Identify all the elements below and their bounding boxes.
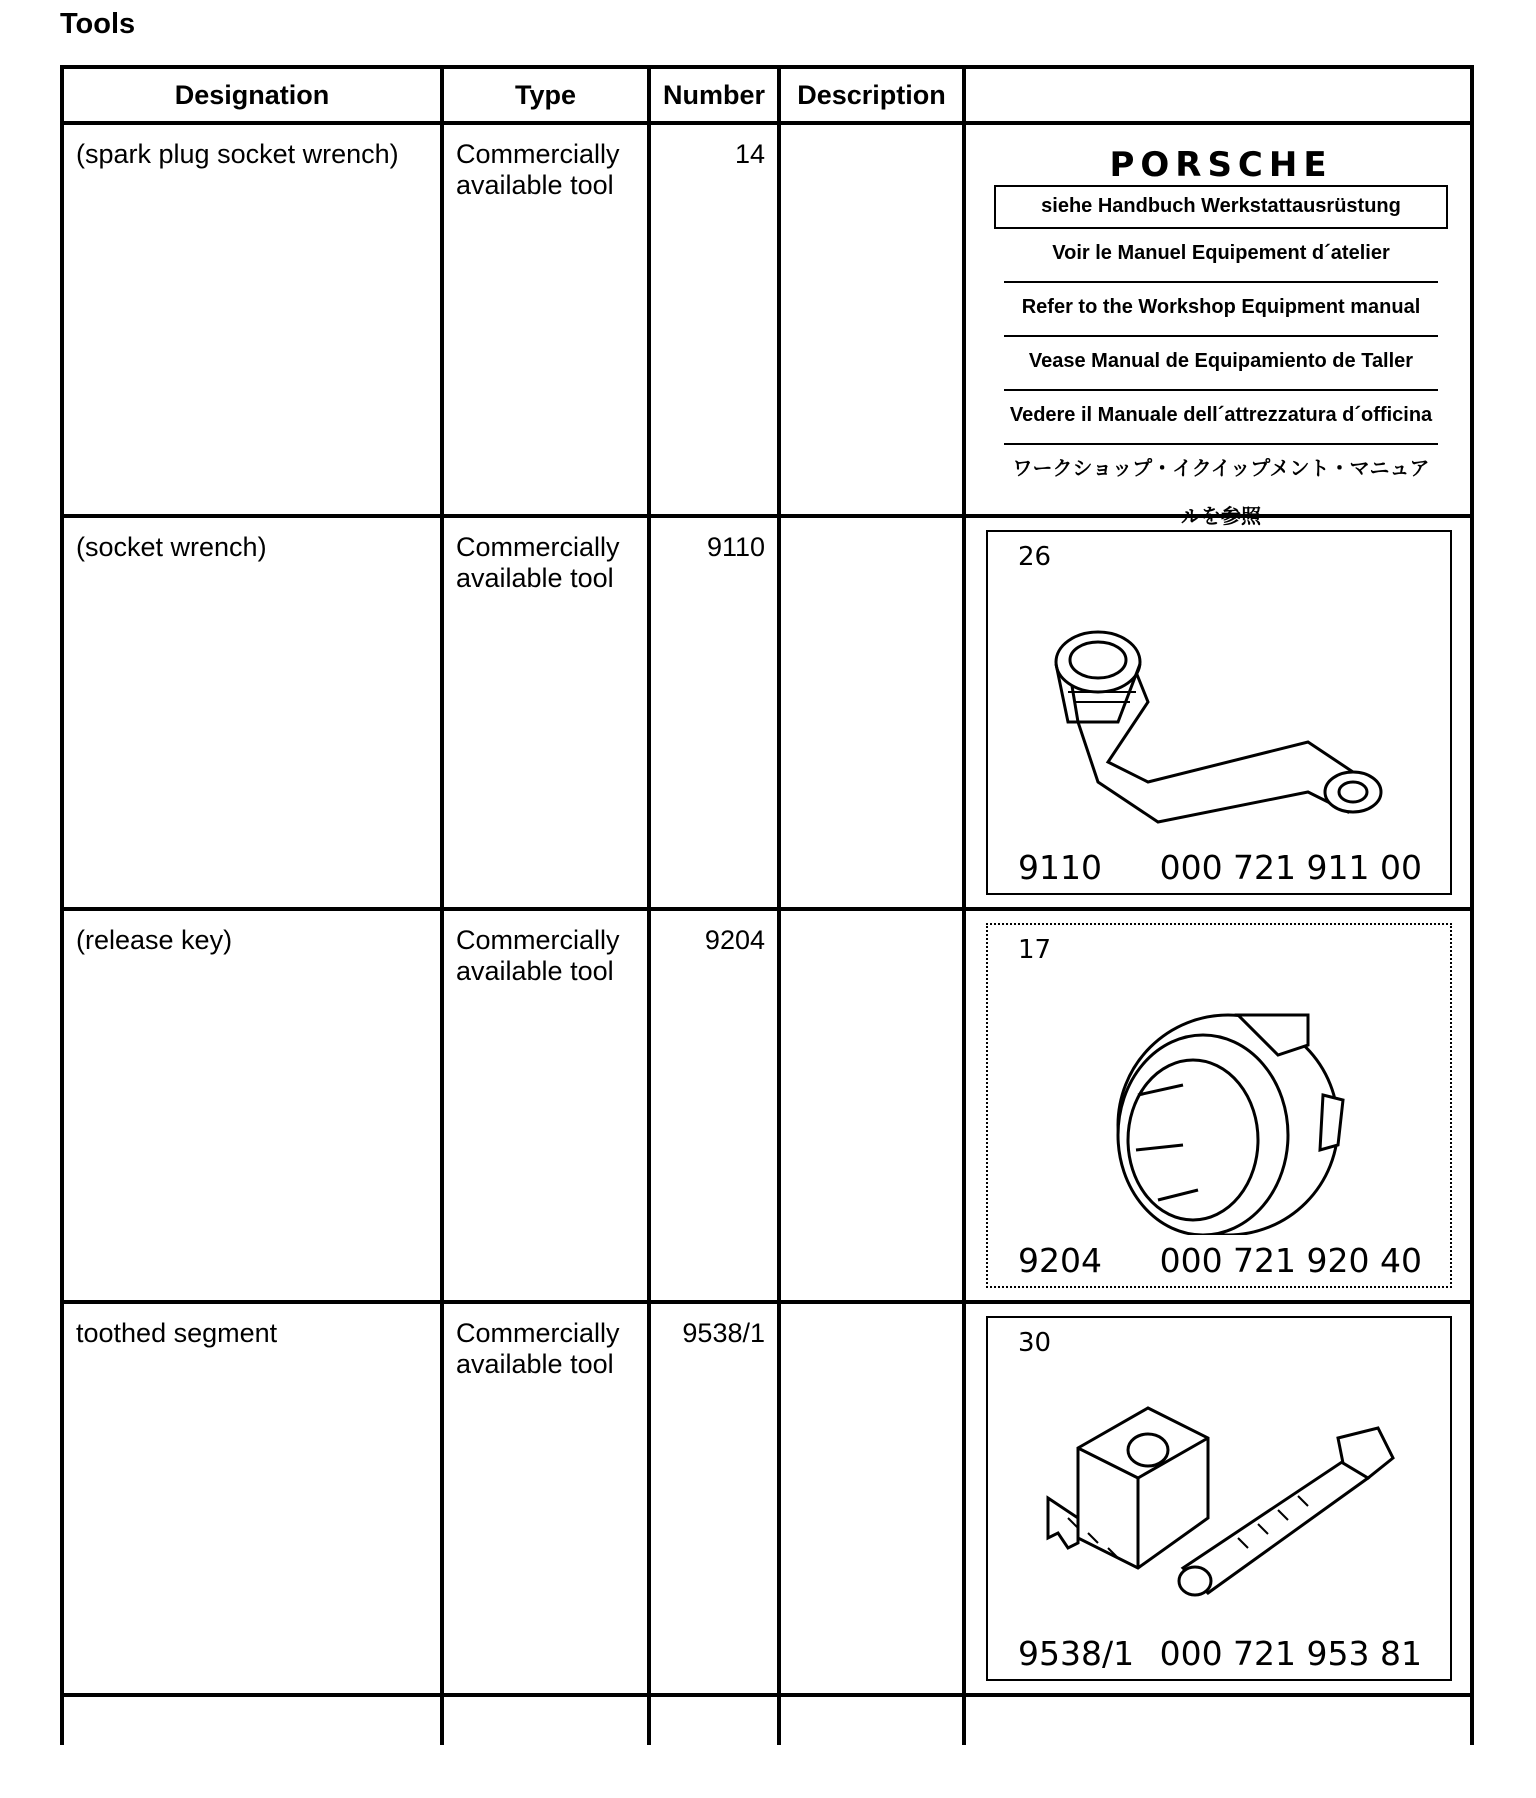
socket-wrench-drawing-icon: [1008, 582, 1428, 842]
table-row: [62, 123, 1472, 516]
designation-cell: toothed segment: [76, 1318, 278, 1348]
table-row: [62, 516, 1472, 909]
release-key-drawing-icon: [1008, 975, 1428, 1235]
type-line-1: Commercially: [456, 139, 620, 169]
workshop-manual-reference: [994, 145, 1448, 528]
type-line-2: available tool: [456, 563, 614, 593]
reference-line-it: Vedere il Manuale dell´attrezzatura d´officina: [1004, 391, 1438, 445]
table-row: [62, 909, 1472, 1302]
empty-cell: [779, 1695, 964, 1745]
figure-caption: [1018, 1634, 1422, 1673]
empty-cell: [649, 1695, 779, 1745]
type-line-1: Commercially: [456, 532, 620, 562]
tools-table: [60, 65, 1470, 1745]
tool-number-label: 9110: [1018, 848, 1102, 887]
part-number-label: 000 721 920 40: [1159, 1241, 1422, 1280]
description-cell: [781, 1304, 962, 1318]
reference-line-ja: ワークショップ・イクイップメント・マニュアルを参照: [1012, 458, 1430, 528]
header-image: [964, 67, 1472, 123]
designation-cell: (socket wrench): [76, 532, 267, 562]
tool-figure-frame: [986, 923, 1452, 1288]
part-number-label: 000 721 911 00: [1159, 848, 1422, 887]
empty-cell: [964, 1695, 1472, 1745]
header-number: Number: [649, 67, 779, 123]
table-header-row: [62, 67, 1472, 123]
type-line-2: available tool: [456, 956, 614, 986]
type-line-2: available tool: [456, 170, 614, 200]
reference-line-de: siehe Handbuch Werkstattausrüstung: [994, 185, 1448, 229]
type-cell: [444, 1304, 647, 1380]
description-cell: [781, 518, 962, 532]
figure-caption: [1018, 1241, 1422, 1280]
figure-number: 26: [1018, 542, 1052, 572]
number-cell: 9538/1: [682, 1318, 765, 1348]
figure-number: 30: [1018, 1328, 1052, 1358]
table-row-empty: [62, 1695, 1472, 1745]
figure-number: 17: [1018, 935, 1052, 965]
figure-caption: [1018, 848, 1422, 887]
reference-line-fr: Voir le Manuel Equipement d´atelier: [1004, 229, 1438, 283]
porsche-logo: PORSCHE: [1109, 145, 1333, 185]
reference-line-en: Refer to the Workshop Equipment manual: [1004, 283, 1438, 337]
description-cell: [781, 911, 962, 925]
empty-cell: [442, 1695, 649, 1745]
header-designation: Designation: [62, 67, 442, 123]
designation-cell: (spark plug socket wrench): [76, 139, 399, 169]
number-cell: 14: [734, 139, 765, 169]
table-row: [62, 1302, 1472, 1695]
tool-figure-frame: [986, 530, 1452, 895]
tool-figure-frame: [986, 1316, 1452, 1681]
type-line-1: Commercially: [456, 1318, 620, 1348]
reference-line-es: Vease Manual de Equipamiento de Taller: [1004, 337, 1438, 391]
type-line-2: available tool: [456, 1349, 614, 1379]
description-cell: [781, 125, 962, 139]
number-cell: 9110: [706, 532, 765, 562]
part-number-label: 000 721 953 81: [1159, 1634, 1422, 1673]
type-cell: [444, 125, 647, 201]
type-line-1: Commercially: [456, 925, 620, 955]
empty-cell: [62, 1695, 442, 1745]
number-cell: 9204: [704, 925, 765, 955]
type-cell: [444, 518, 647, 594]
designation-cell: (release key): [76, 925, 233, 955]
tool-number-label: 9538/1: [1018, 1634, 1135, 1673]
page-title: Tools: [60, 8, 136, 40]
tool-number-label: 9204: [1018, 1241, 1102, 1280]
header-type: Type: [442, 67, 649, 123]
type-cell: [444, 911, 647, 987]
toothed-segment-drawing-icon: [1008, 1368, 1428, 1628]
header-description: Description: [779, 67, 964, 123]
